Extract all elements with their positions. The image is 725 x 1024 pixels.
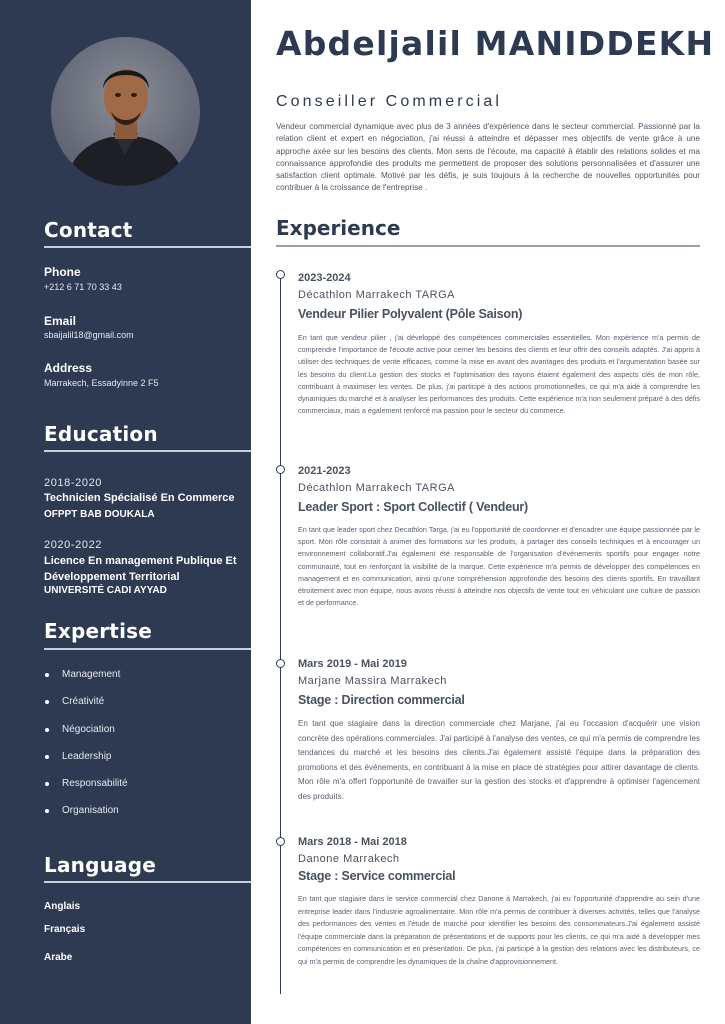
education-item-2-dates: 2020-2022	[44, 539, 103, 551]
job-1-dates: 2023-2024	[298, 272, 351, 284]
timeline-dot-icon	[276, 270, 285, 279]
address-value: Marrakech, Essadyinne 2 F5	[44, 378, 159, 388]
job-4-description: En tant que stagiaire dans le service commercial chez Danone à Marrakech, j'ai eu l'opportunité d'apprendre au sein d'une entreprise leader dans l'industrie agroalimentaire. Mon rôle m'a permis de contribuer à diverses activités, telles que l'analyse des performances des ventes et l'étude de marché pour identifier les besoins des consommateurs.J'ai également assisté l'équipe commerciale dans la préparation de présentations et de supports pour les clients, ce qui m'a aidé à développer mes compétences en communication et en présentation. De plus, j'ai participé à la gestion des relations avec les distributeurs, ce qui m'a permis de comprendre les dynamiques de la chaîne d'approvisionnement.	[298, 894, 700, 966]
timeline-dot-icon	[276, 465, 285, 474]
expertise-divider	[44, 648, 251, 650]
phone-value: +212 6 71 70 33 43	[44, 282, 122, 292]
list-item	[44, 776, 128, 803]
education-item-2-title: Licence En management Publique Et Développement Territorial	[44, 555, 237, 583]
job-2-title: Leader Sport : Sport Collectif ( Vendeur)	[298, 500, 529, 514]
email-value: sbaijalil18@gmail.com	[44, 330, 134, 340]
job-2-company: Décathlon Marrakech TARGA	[298, 482, 455, 494]
sidebar	[0, 0, 251, 1024]
job-3-company: Marjane Massira Marrakech	[298, 675, 447, 687]
language-item: Français	[44, 924, 86, 935]
language-heading: Language	[44, 853, 157, 877]
contact-divider	[44, 246, 251, 248]
expertise-item: Organisation	[62, 805, 119, 817]
education-item-1-dates: 2018-2020	[44, 477, 103, 489]
job-2-description: En tant que leader sport chez Decathlon Targa, j'ai eu l'opportunité de coordonner et d'encadrer une équipe passionnée par le sport. Mon rôle consistait à animer des formations sur les produits, à partager des conseils techniques et à encourager un environnement collaboratif.J'ai également été responsable de l'organisation d'événements sportifs pour engager notre communauté, tout en renforçant la visibilité de la marque. Cette expérience m'a permis de développer des compétences en management et en communication, ainsi qu'une compréhension approfondie des besoins des clients sportifs. En travaillant étroitement avec mon équipe, nous avons réussi à atteindre nos objectifs de vente tout en véhiculant une culture de passion et de performance.	[298, 525, 700, 608]
education-item-1-title: Technicien Spécialisé En Commerce	[44, 492, 235, 504]
profile-photo-image	[51, 37, 200, 186]
phone-label: Phone	[44, 265, 81, 279]
bullet-icon	[45, 782, 49, 786]
contact-heading: Contact	[44, 218, 133, 242]
education-item-1-school: OFPPT BAB DOUKALA	[44, 509, 155, 520]
profile-photo	[51, 37, 200, 186]
timeline-line	[280, 274, 281, 994]
bullet-icon	[45, 809, 49, 813]
bullet-icon	[45, 728, 49, 732]
language-item: Anglais	[44, 901, 81, 912]
list-item	[44, 667, 128, 694]
expertise-item: Négociation	[62, 723, 115, 735]
job-1-description: En tant que vendeur pilier , j'ai développé des compétences commerciales essentielles. Mon expérience m'a permis de comprendre l'importance de l'écoute active pour cerner les besoins des clients et leur offrir des conseils adaptés. J'ai appris à utiliser des techniques de vente efficaces, comme la mise en avant des avantages des produits et l'argumentation basée sur les besoins du client.La gestion des stocks et l'optimisation des rayons étaient également des aspects clés de mon rôle, contribuant à maximiser les ventes. De plus, j'ai participé à des actions promotionnelles, ce qui m'a aidé à comprendre les dynamiques du marché et à analyser les performances des produits. Cette expérience m'a non seulement préparé à des défis commerciaux, mais a également renforcé ma passion pour le secteur du commerce.	[298, 333, 700, 416]
experience-divider	[276, 245, 700, 247]
language-divider	[44, 881, 251, 883]
list-item	[44, 722, 128, 749]
timeline-dot-icon	[276, 837, 285, 846]
email-label: Email	[44, 314, 77, 328]
expertise-item: Management	[62, 669, 121, 680]
timeline-dot-icon	[276, 659, 285, 668]
job-3-description: En tant que stagiaire dans la direction commerciale chez Marjane, j'ai eu l'occasion d'acquérir une vision concrète des opérations commerciales. J'ai participé à l'analyse des ventes, ce qui m'a permis de comprendre les tendances du marché et les besoins des clients.J'ai également assisté l'équipe dans la préparation des promotions et des événements, en contribuant à la mise en place de stratégies pour attirer davantage de clients. Mon rôle m'a offert l'opportunité de travailler sur la gestion des stocks et d'apprendre à optimiser l'agencement des produits.	[298, 719, 700, 801]
job-4-dates: Mars 2018 - Mai 2018	[298, 836, 407, 848]
bullet-icon	[45, 673, 49, 677]
expertise-list	[44, 667, 128, 831]
expertise-item: Responsabilité	[62, 778, 128, 790]
job-1-title: Vendeur Pilier Polyvalent (Pôle Saison)	[298, 307, 523, 321]
job-1-company: Décathlon Marrakech TARGA	[298, 289, 455, 301]
job-3-dates: Mars 2019 - Mai 2019	[298, 658, 407, 670]
job-3-title: Stage : Direction commercial	[298, 693, 465, 707]
language-item: Arabe	[44, 952, 73, 963]
job-4-title: Stage : Service commercial	[298, 869, 456, 883]
education-item-2-school: UNIVERSITÉ CADI AYYAD	[44, 585, 167, 596]
profile-summary: Vendeur commercial dynamique avec plus de 3 années d'expérience dans le secteur commercial. Passionné par la relation client et expert en négociation, j'ai réussi à atteindre et dépasser mes objectifs de vente grâce à une approche axée sur les besoins des clients. Mon sens de l'écoute, ma capacité à établir des relations solides et ma connaissance approfondie des produits me permettent de proposer des solutions personnalisées et d'assurer une satisfaction client optimale. Motivé par les défis, je suis toujours à la recherche de nouvelles opportunités pour contribuer à la croissance de l'entreprise .	[276, 122, 700, 193]
expertise-heading: Expertise	[44, 619, 152, 643]
education-divider	[44, 450, 251, 452]
list-item	[44, 749, 128, 776]
job-role: Conseiller Commercial	[276, 93, 503, 110]
list-item	[44, 803, 128, 830]
address-label: Address	[44, 361, 93, 375]
bullet-icon	[45, 700, 49, 704]
job-4-company: Danone Marrakech	[298, 853, 400, 865]
expertise-item: Leadership	[62, 750, 112, 762]
bullet-icon	[45, 755, 49, 759]
expertise-item: Créativité	[62, 696, 105, 708]
education-heading: Education	[44, 422, 158, 446]
job-2-dates: 2021-2023	[298, 465, 351, 477]
candidate-name: Abdeljalil MANIDDEKH	[276, 24, 715, 63]
experience-heading: Experience	[276, 216, 401, 240]
list-item	[44, 694, 128, 721]
